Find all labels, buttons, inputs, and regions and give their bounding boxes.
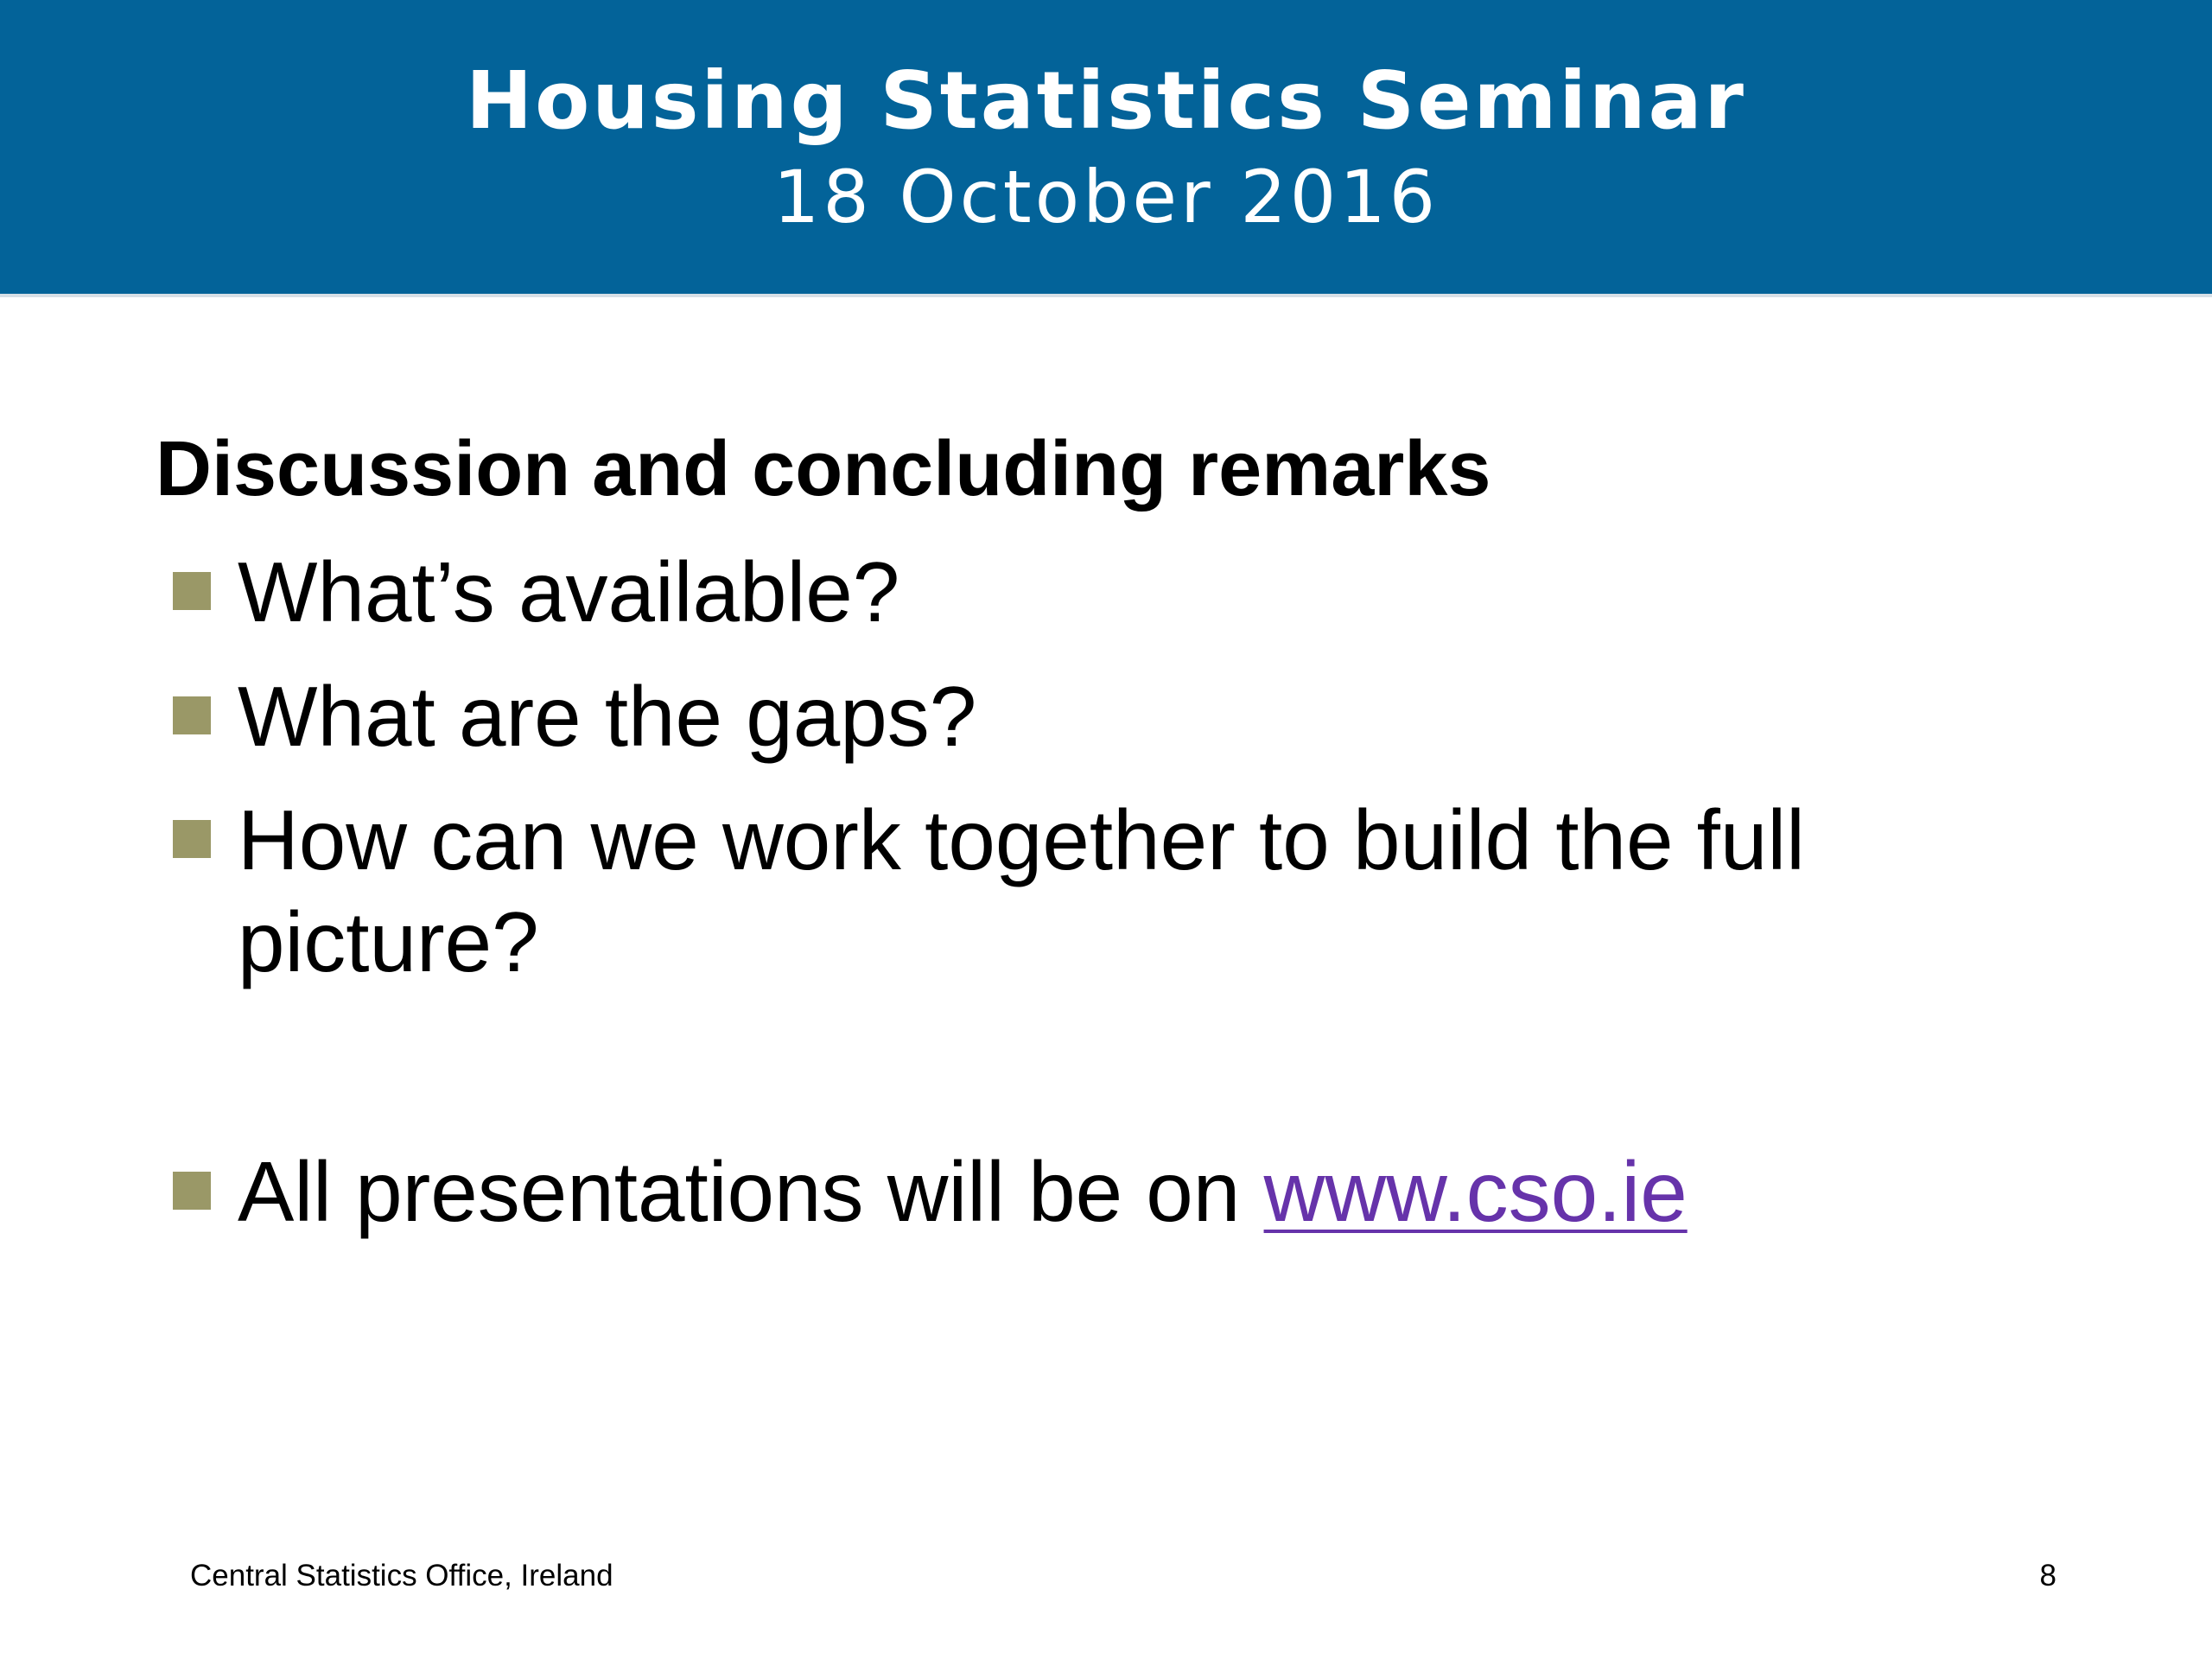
section-heading: Discussion and concluding remarks [156,426,1491,512]
square-bullet-icon [173,696,211,734]
bullet-text [238,1141,1966,1243]
bullet-text: What’s available? [238,544,900,639]
square-bullet-icon [173,572,211,610]
slide-title: Housing Statistics Seminar [466,54,1746,147]
slide-header [0,0,2212,297]
bullet-text: What are the gaps? [238,669,977,764]
slide-date: 18 October 2016 [772,155,1440,239]
square-bullet-icon [173,1172,211,1210]
bullet-text-prefix: All presentations will be on [238,1144,1264,1239]
bullet-text: How can we work together to build the full picture? [238,792,1805,989]
page-number: 8 [2039,1559,2056,1592]
square-bullet-icon [173,820,211,858]
cso-website-link[interactable]: www.cso.ie [1263,1144,1688,1239]
footer-organisation: Central Statistics Office, Ireland [190,1559,613,1592]
